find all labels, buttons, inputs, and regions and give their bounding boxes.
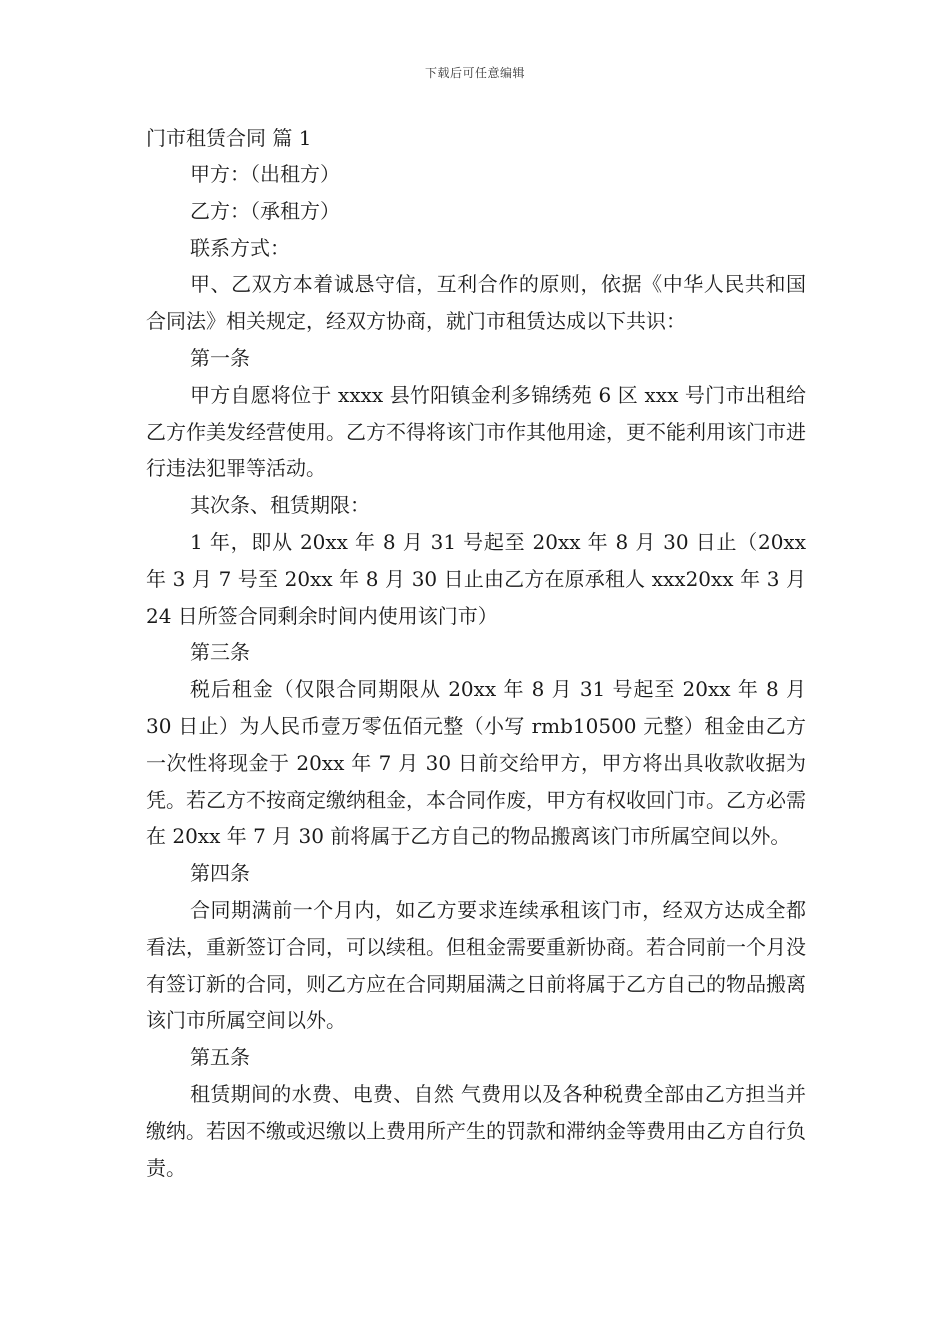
party-b-line: 乙方：（承租方） bbox=[190, 198, 340, 223]
article-1-body: 甲方自愿将位于 xxxx 县竹阳镇金利多锦绣苑 6 区 xxx 号门市出租给乙方作美发经营使用。乙方不得将该门市作其他用途，更不能利用该门市进行违法犯罪等活动。 bbox=[146, 382, 806, 481]
document-title: 门市租赁合同 篇 1 bbox=[146, 126, 312, 150]
article-2-body: 1 年，即从 20xx 年 8 月 31 号起至 20xx 年 8 月 30 日止（20xx 年 3 月 7 号至 20xx 年 8 月 30 日止由乙方在原承租人 xxx20xx 年 3 月 24 日所签合同剩余时间内使用该门市） bbox=[146, 529, 806, 628]
contact-line: 联系方式： bbox=[190, 235, 290, 260]
header-note: 下载后可任意编辑 bbox=[424, 66, 525, 80]
preamble-paragraph: 甲、乙双方本着诚恳守信，互利合作的原则，依据《中华人民共和国合同法》相关规定，经双方协商，就门市租赁达成以下共识： bbox=[146, 272, 806, 334]
article-3-heading: 第三条 bbox=[190, 640, 250, 665]
article-1-heading: 第一条 bbox=[190, 345, 250, 370]
article-3-body: 税后租金（仅限合同期限从 20xx 年 8 月 31 号起至 20xx 年 8 月 30 日止）为人民币壹万零伍佰元整（小写 rmb10500 元整）租金由乙方一次性将现金于 20xx 年 7 月 30 日前交给甲方，甲方将出具收款收据为凭。若乙方不按商定缴纳租金，本合同作废，甲方有权收回门市。乙方必需在 20xx 年 7 月 30 前将属于乙方自己的物品搬离该门市所属空间以外。 bbox=[146, 677, 806, 849]
article-5-body: 租赁期间的水费、电费、自然 气费用以及各种税费全部由乙方担当并缴纳。若因不缴或迟缴以上费用所产生的罚款和滞纳金等费用由乙方自行负责。 bbox=[146, 1081, 806, 1180]
document-body bbox=[146, 120, 806, 1186]
article-4-body: 合同期满前一个月内，如乙方要求连续承租该门市，经双方达成全都看法，重新签订合同，可以续租。但租金需要重新协商。若合同前一个月没有签订新的合同，则乙方应在合同期届满之日前将属于乙方自己的物品搬离该门市所属空间以外。 bbox=[146, 897, 806, 1033]
article-4-heading: 第四条 bbox=[190, 861, 250, 886]
party-a-line: 甲方：（出租方） bbox=[190, 162, 340, 186]
article-2-heading: 其次条、租赁期限： bbox=[190, 493, 370, 518]
article-5-heading: 第五条 bbox=[190, 1045, 250, 1070]
